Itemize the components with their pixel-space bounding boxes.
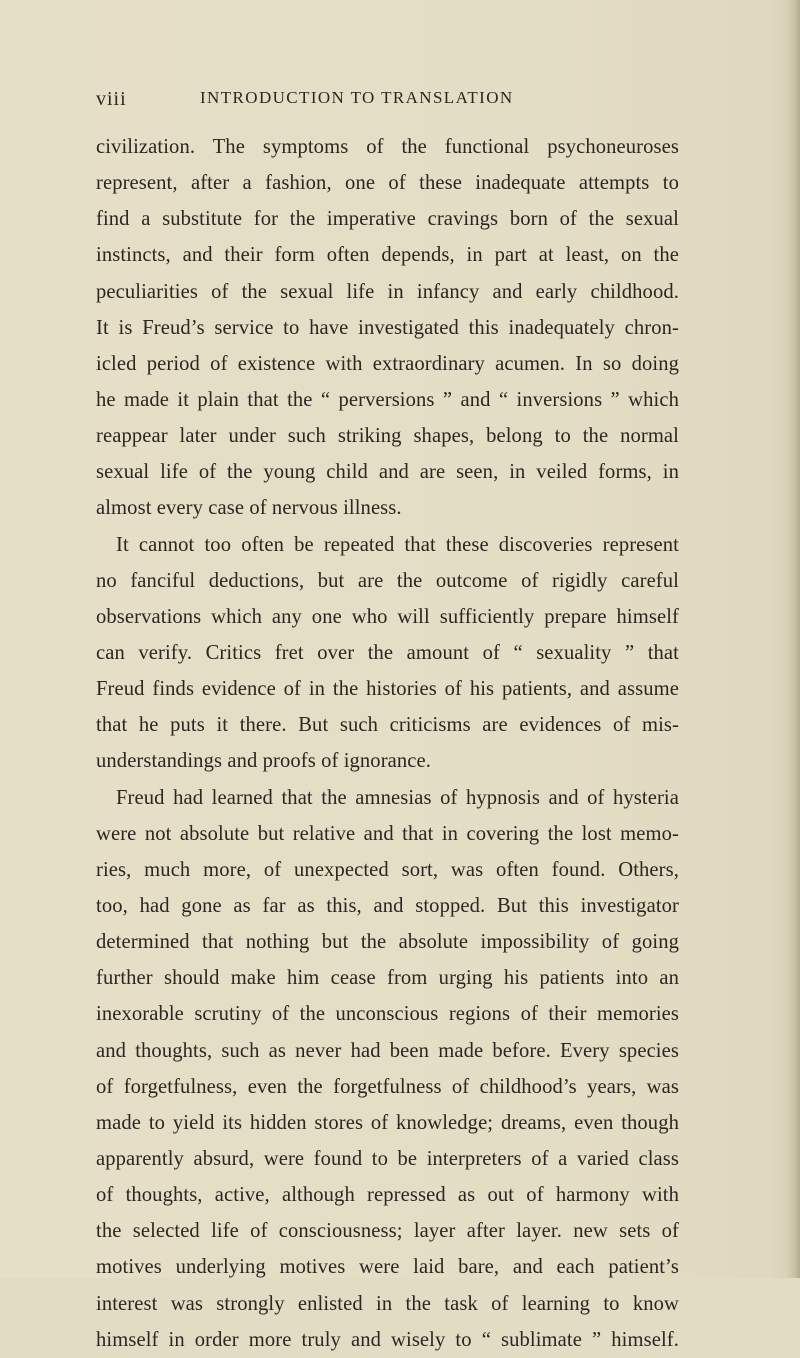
text-line: that he puts it there. But such criticisms are evidences of mis- bbox=[96, 714, 679, 737]
text-line: too, had gone as far as this, and stopped. But this investigator bbox=[96, 894, 679, 917]
text-line: apparently absurd, were found to be interpreters of a varied class bbox=[96, 1147, 679, 1170]
text-line: he made it plain that the “ perversions ” and “ inversions ” which bbox=[96, 388, 679, 411]
text-line: motives underlying motives were laid bare, and each patient’s bbox=[96, 1256, 679, 1279]
text-line: can verify. Critics fret over the amount of “ sexuality ” that bbox=[96, 641, 679, 664]
body-text bbox=[96, 129, 679, 1358]
text-line: sexual life of the young child and are seen, in veiled forms, in bbox=[96, 461, 679, 484]
text-line: ries, much more, of unexpected sort, was often found. Others, bbox=[96, 858, 679, 881]
text-line: inexorable scrutiny of the unconscious regions of their memories bbox=[96, 1003, 679, 1026]
text-line: interest was strongly enlisted in the task of learning to know bbox=[96, 1292, 679, 1315]
page-header bbox=[96, 88, 736, 112]
page-number: viii bbox=[96, 88, 127, 110]
text-line: find a substitute for the imperative cravings born of the sexual bbox=[96, 208, 679, 231]
text-line: of thoughts, active, although repressed as out of harmony with bbox=[96, 1184, 679, 1207]
text-line: determined that nothing but the absolute impossibility of going bbox=[96, 931, 679, 954]
text-line: himself in order more truly and wisely to “ sublimate ” himself. bbox=[96, 1328, 679, 1351]
text-line: further should make him cease from urging his patients into an bbox=[96, 967, 679, 990]
text-line: almost every case of nervous illness. bbox=[96, 497, 402, 520]
text-line: represent, after a fashion, one of these inadequate attempts to bbox=[96, 172, 679, 195]
text-line: of forgetfulness, even the forgetfulness of childhood’s years, was bbox=[96, 1075, 679, 1098]
text-line: instincts, and their form often depends, in part at least, on the bbox=[96, 244, 679, 267]
page-edge-shadow bbox=[786, 0, 800, 1278]
running-head: INTRODUCTION TO TRANSLATION bbox=[200, 88, 514, 107]
text-line: peculiarities of the sexual life in infancy and early childhood. bbox=[96, 280, 679, 303]
text-line: no fanciful deductions, but are the outcome of rigidly careful bbox=[96, 569, 679, 592]
text-line: Freud finds evidence of in the histories of his patients, and assume bbox=[96, 678, 679, 701]
paragraph-start-line: Freud had learned that the amnesias of hypnosis and of hysteria bbox=[116, 786, 679, 809]
text-line: and thoughts, such as never had been made before. Every species bbox=[96, 1039, 679, 1062]
text-line: made to yield its hidden stores of knowledge; dreams, even though bbox=[96, 1111, 679, 1134]
text-line: reappear later under such striking shapes, belong to the normal bbox=[96, 425, 679, 448]
text-line: observations which any one who will sufficiently prepare himself bbox=[96, 605, 679, 628]
text-line: civilization. The symptoms of the functional psychoneuroses bbox=[96, 136, 679, 158]
text-line: understandings and proofs of ignorance. bbox=[96, 750, 432, 773]
paragraph-start-line: It cannot too often be repeated that these discoveries represent bbox=[116, 533, 679, 556]
text-line: icled period of existence with extraordinary acumen. In so doing bbox=[96, 352, 679, 375]
text-line: It is Freud’s service to have investigated this inadequately chron- bbox=[96, 316, 679, 339]
text-line: the selected life of consciousness; layer after layer. new sets of bbox=[96, 1220, 679, 1243]
text-line: were not absolute but relative and that in covering the lost memo- bbox=[96, 822, 679, 845]
